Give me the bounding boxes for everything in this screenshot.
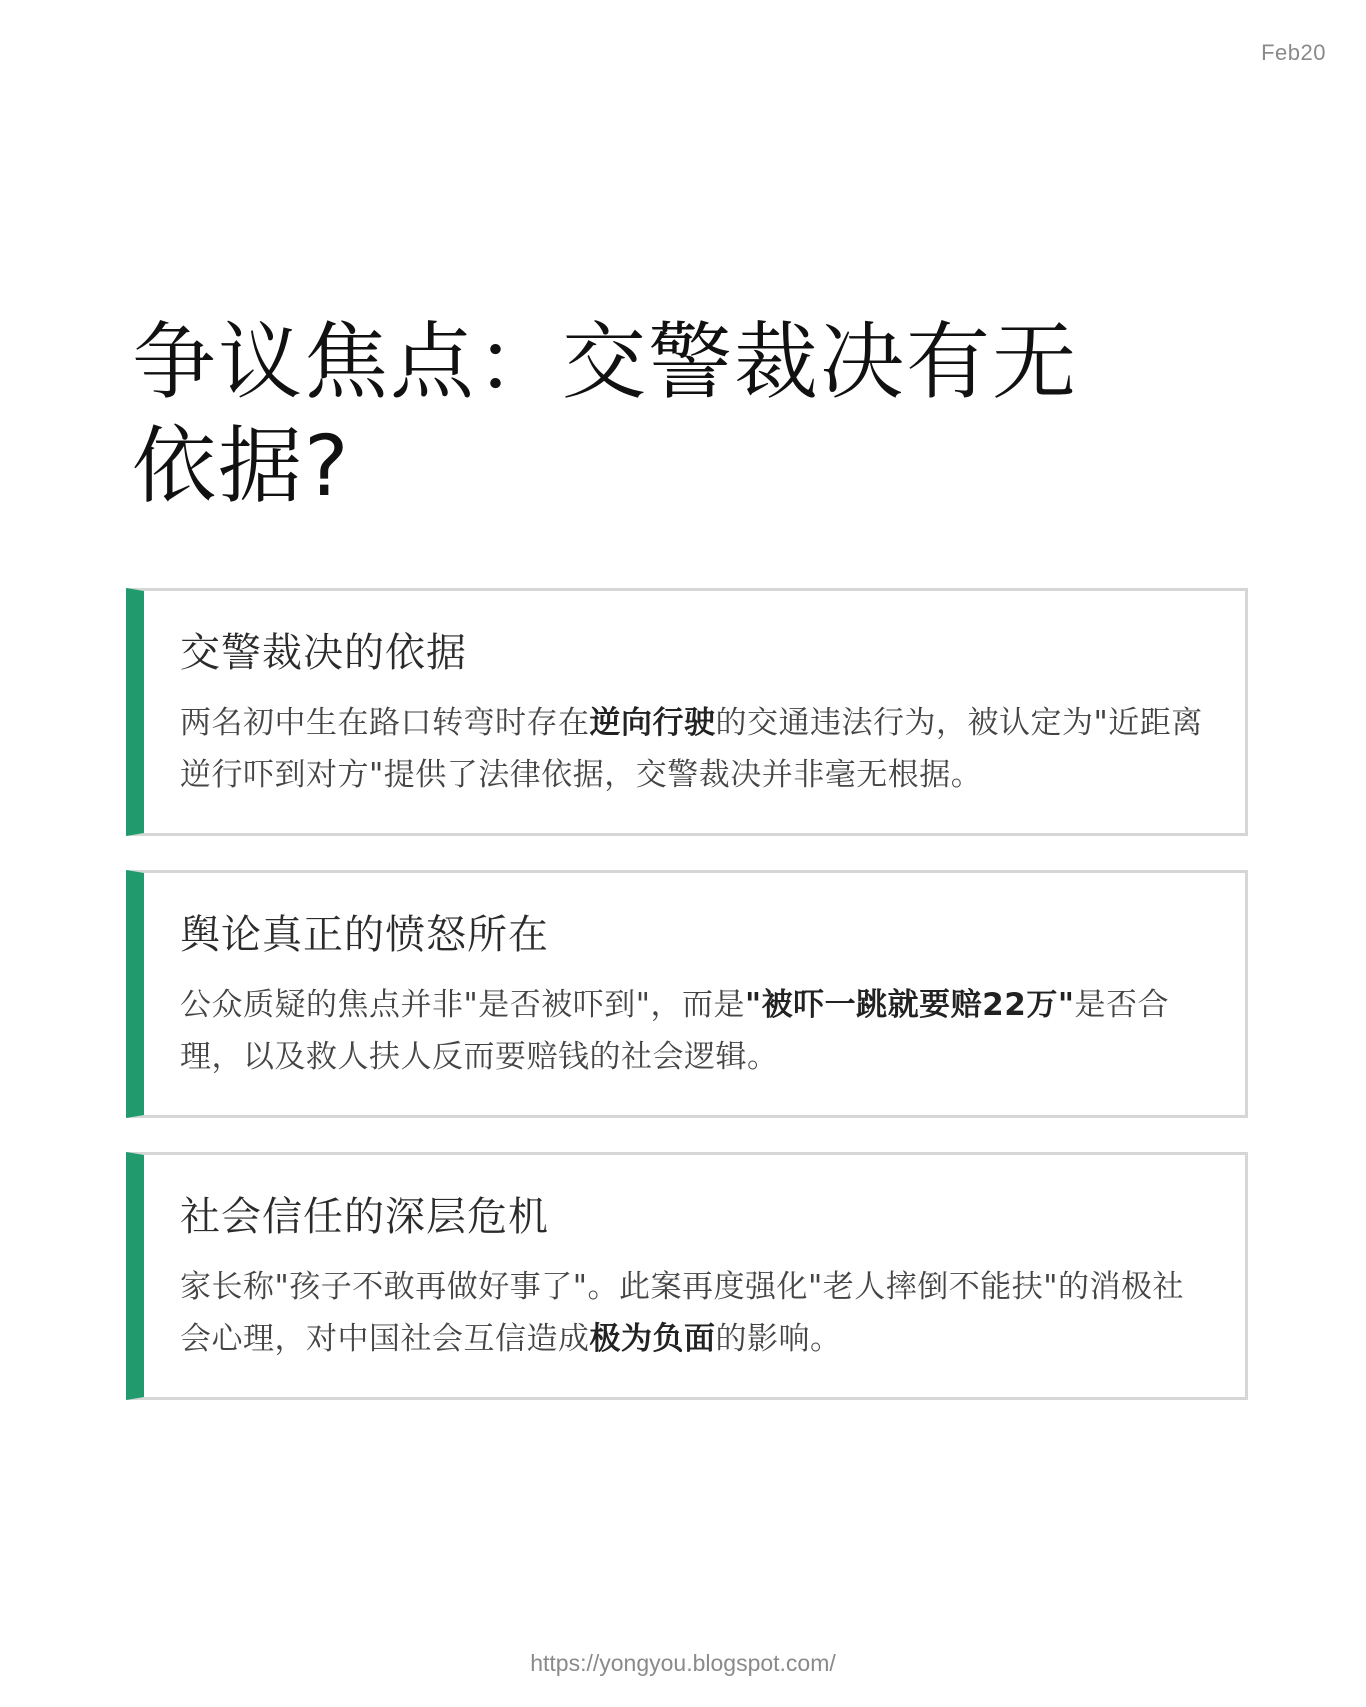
card-title: 社会信任的深层危机 (180, 1194, 549, 1240)
card-body-text: 两名初中生在路口转弯时存在 (180, 705, 590, 741)
card-body-emphasis: 逆向行驶 (589, 705, 716, 741)
card-traffic-police-ruling (126, 588, 1248, 836)
card-body-text: 的影响。 (715, 1321, 842, 1357)
card-body (180, 697, 1205, 801)
card-title: 舆论真正的愤怒所在 (180, 912, 549, 958)
card-social-trust-crisis (126, 1152, 1248, 1400)
card-list (126, 588, 1248, 1434)
card-body (180, 979, 1205, 1083)
card-body (180, 1261, 1205, 1365)
card-body-text: 公众质疑的焦点并非"是否被吓到"，而是 (180, 987, 746, 1023)
card-public-anger (126, 870, 1248, 1118)
date-label: Feb20 (1261, 40, 1326, 65)
card-body-text: 是否合理，以及救人扶人反而要赔钱的社会逻辑。 (180, 987, 1169, 1075)
page-title: 争议焦点：交警裁决有无依据? (132, 313, 1079, 515)
card-body-emphasis: "被吓一跳就要赔22万" (745, 987, 1075, 1023)
card-body-text: 家长称"孩子不敢再做好事了"。此案再度强化"老人摔倒不能扶"的消极社会心理，对中国社会互信造成 (180, 1269, 1185, 1357)
card-title: 交警裁决的依据 (180, 630, 467, 676)
card-body-text: 的交通违法行为，被认定为"近距离逆行吓到对方"提供了法律依据，交警裁决并非毫无根据。 (180, 705, 1203, 793)
footer-url: https://yongyou.blogspot.com/ (530, 1650, 836, 1676)
card-body-emphasis: 极为负面 (589, 1321, 716, 1357)
